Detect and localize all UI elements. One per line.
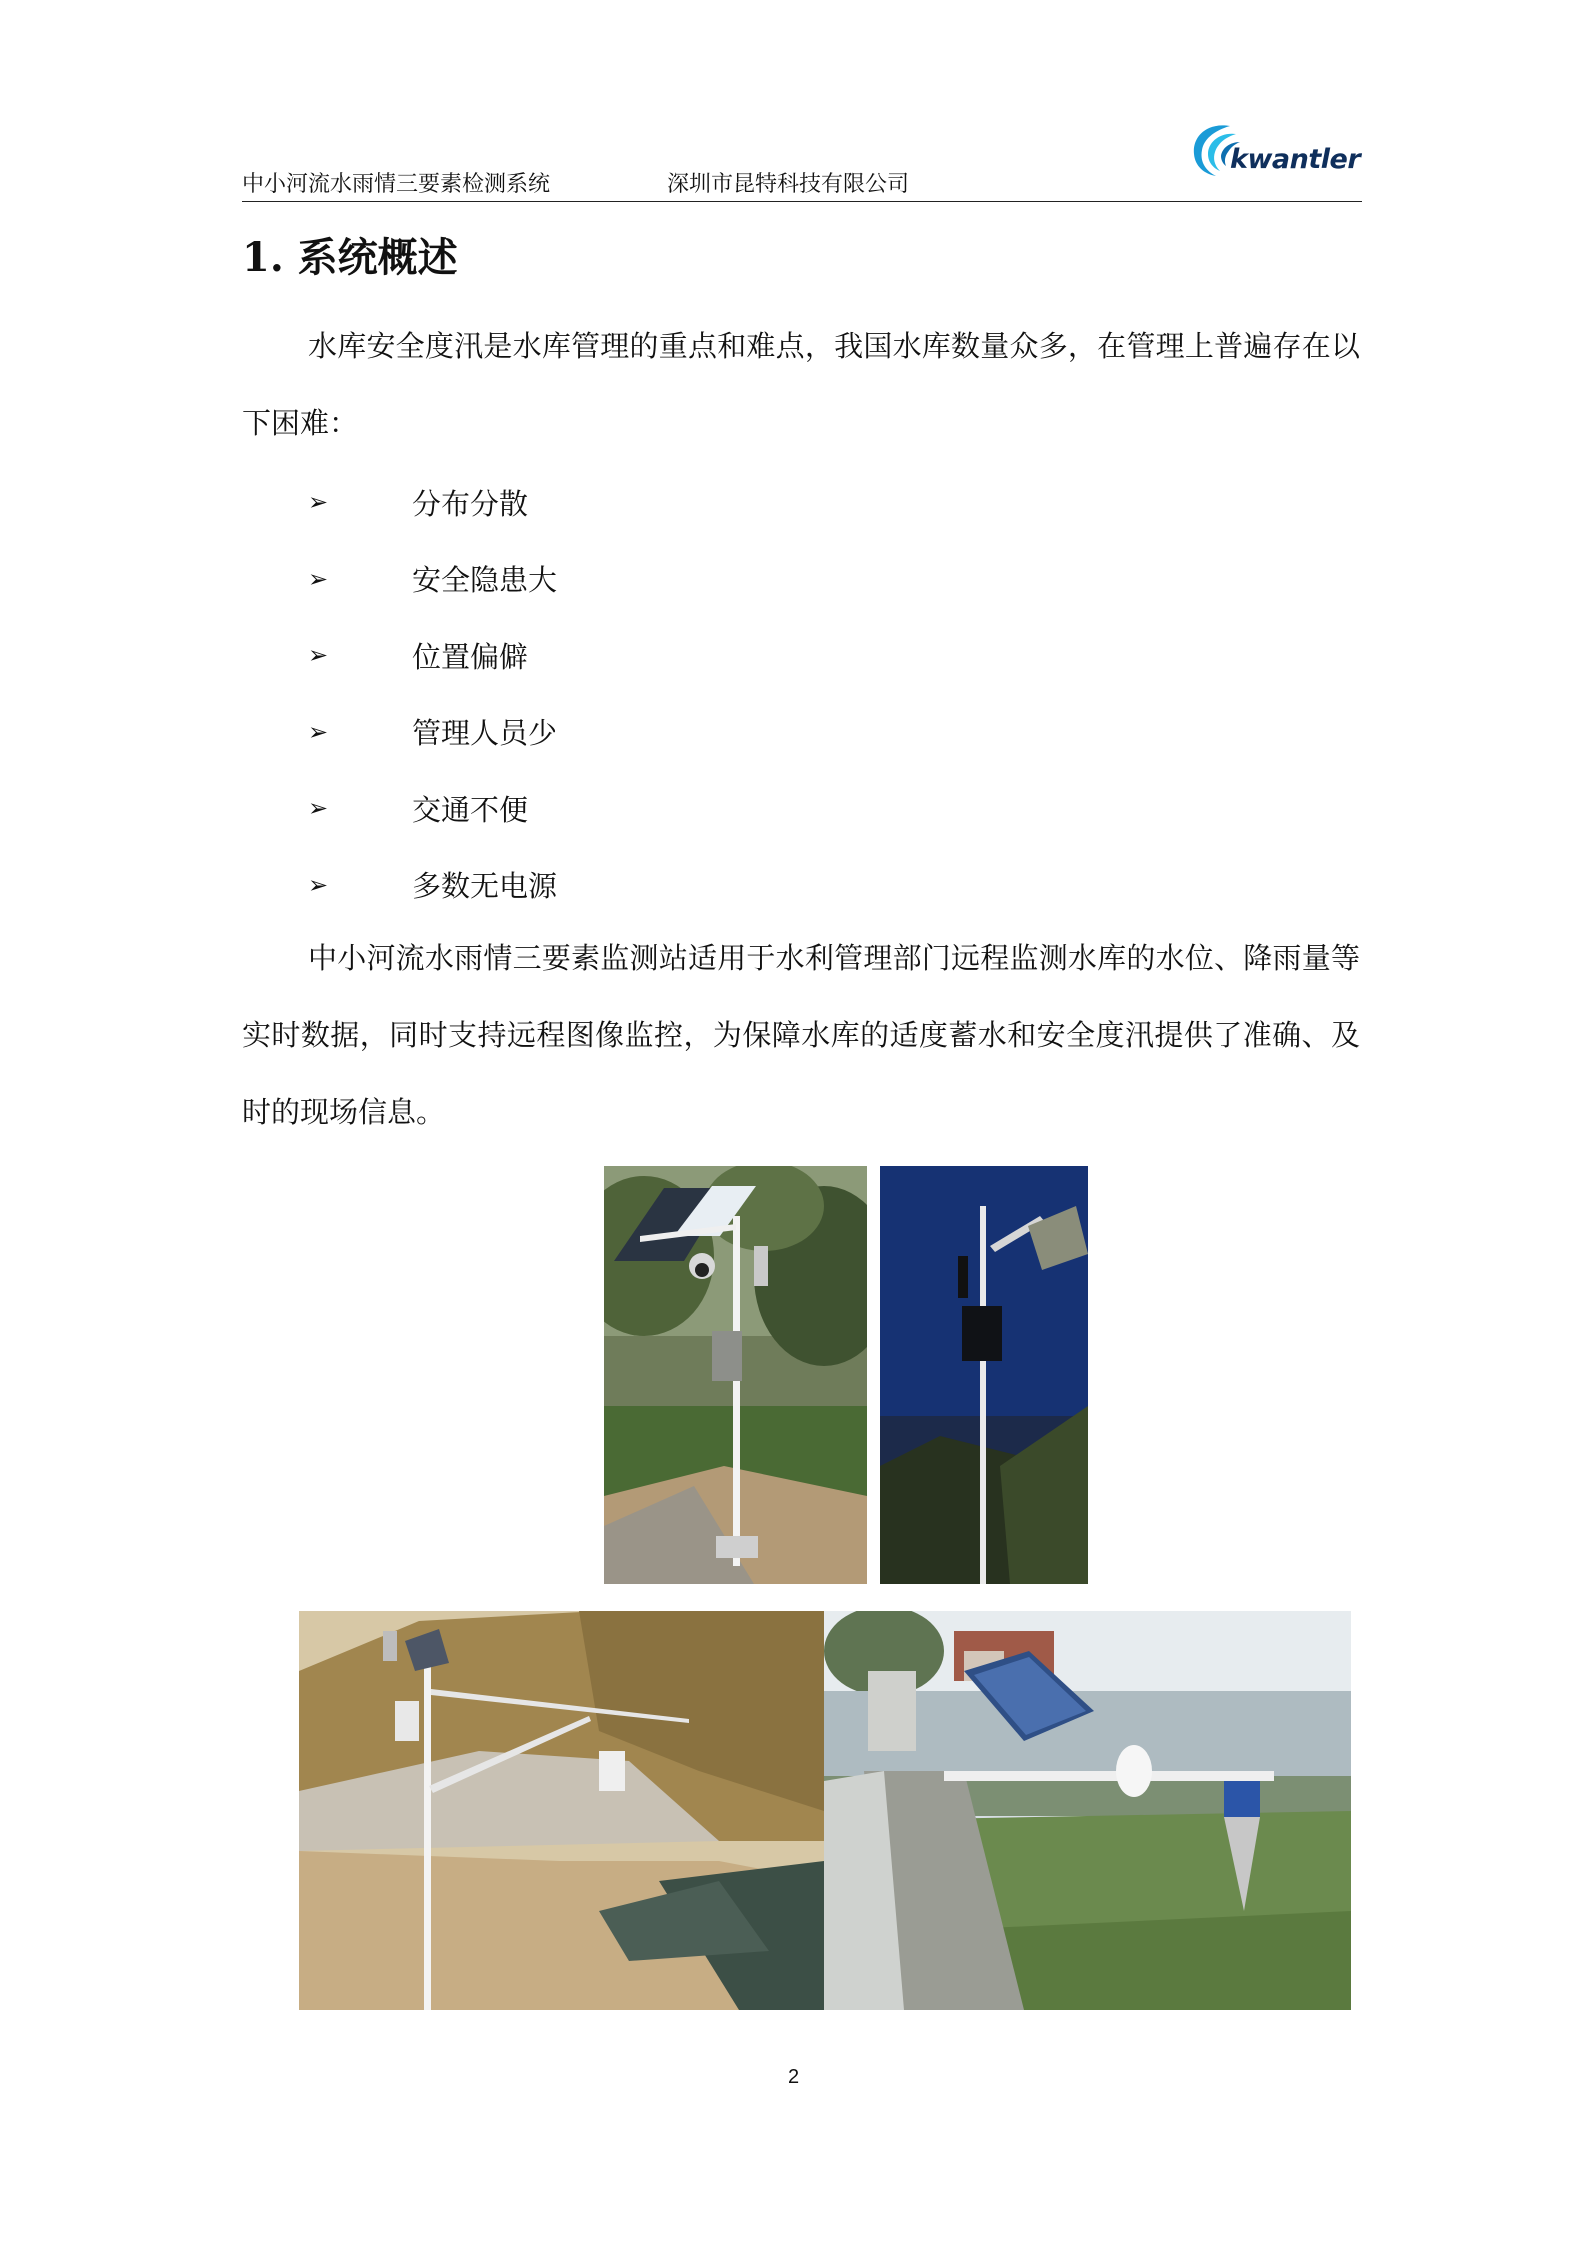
list-item-label: 位置偏僻 <box>412 639 529 674</box>
section-title: 1. 系统概述 <box>242 234 458 281</box>
list-item-label: 安全隐患大 <box>412 563 558 598</box>
list-item <box>242 694 1142 771</box>
header-company-name: 深圳市昆特科技有限公司 <box>667 172 910 197</box>
list-item <box>242 770 1142 847</box>
arrowhead-bullet-icon: ➢ <box>308 488 329 517</box>
station-photo-night <box>880 1166 1088 1584</box>
list-item <box>242 541 1142 618</box>
list-item-label: 多数无电源 <box>412 869 558 904</box>
list-item <box>242 464 1142 541</box>
station-photo-rooftop <box>824 1611 1351 2010</box>
list-item-label: 分布分散 <box>412 486 529 521</box>
list-item-label: 交通不便 <box>412 792 529 827</box>
station-description-paragraph: 中小河流水雨情三要素监测站适用于水利管理部门远程监测水库的水位、降雨量等实时数据，同时支持远程图像监控，为保障水库的适度蓄水和安全度汛提供了准确、及时的现场信息。 <box>242 941 1360 1129</box>
arrowhead-bullet-icon: ➢ <box>308 794 329 823</box>
page-number: 2 <box>787 2066 800 2088</box>
company-logo <box>1186 116 1361 182</box>
logo-text: kwantler <box>1230 144 1361 175</box>
arrowhead-bullet-icon: ➢ <box>308 717 329 746</box>
difficulty-list <box>242 464 1142 923</box>
arrowhead-bullet-icon: ➢ <box>308 870 329 899</box>
intro-paragraph: 水库安全度汛是水库管理的重点和难点，我国水库数量众多，在管理上普遍存在以下困难： <box>242 329 1360 440</box>
list-item <box>242 617 1142 694</box>
station-photo-forest <box>604 1166 867 1584</box>
header-system-name: 中小河流水雨情三要素检测系统 <box>242 172 551 197</box>
station-photo-reservoir <box>299 1611 824 2010</box>
list-item-label: 管理人员少 <box>412 716 558 751</box>
header-divider <box>242 201 1362 202</box>
list-item <box>242 847 1142 924</box>
arrowhead-bullet-icon: ➢ <box>308 641 329 670</box>
page-header <box>242 112 1362 202</box>
arrowhead-bullet-icon: ➢ <box>308 564 329 593</box>
